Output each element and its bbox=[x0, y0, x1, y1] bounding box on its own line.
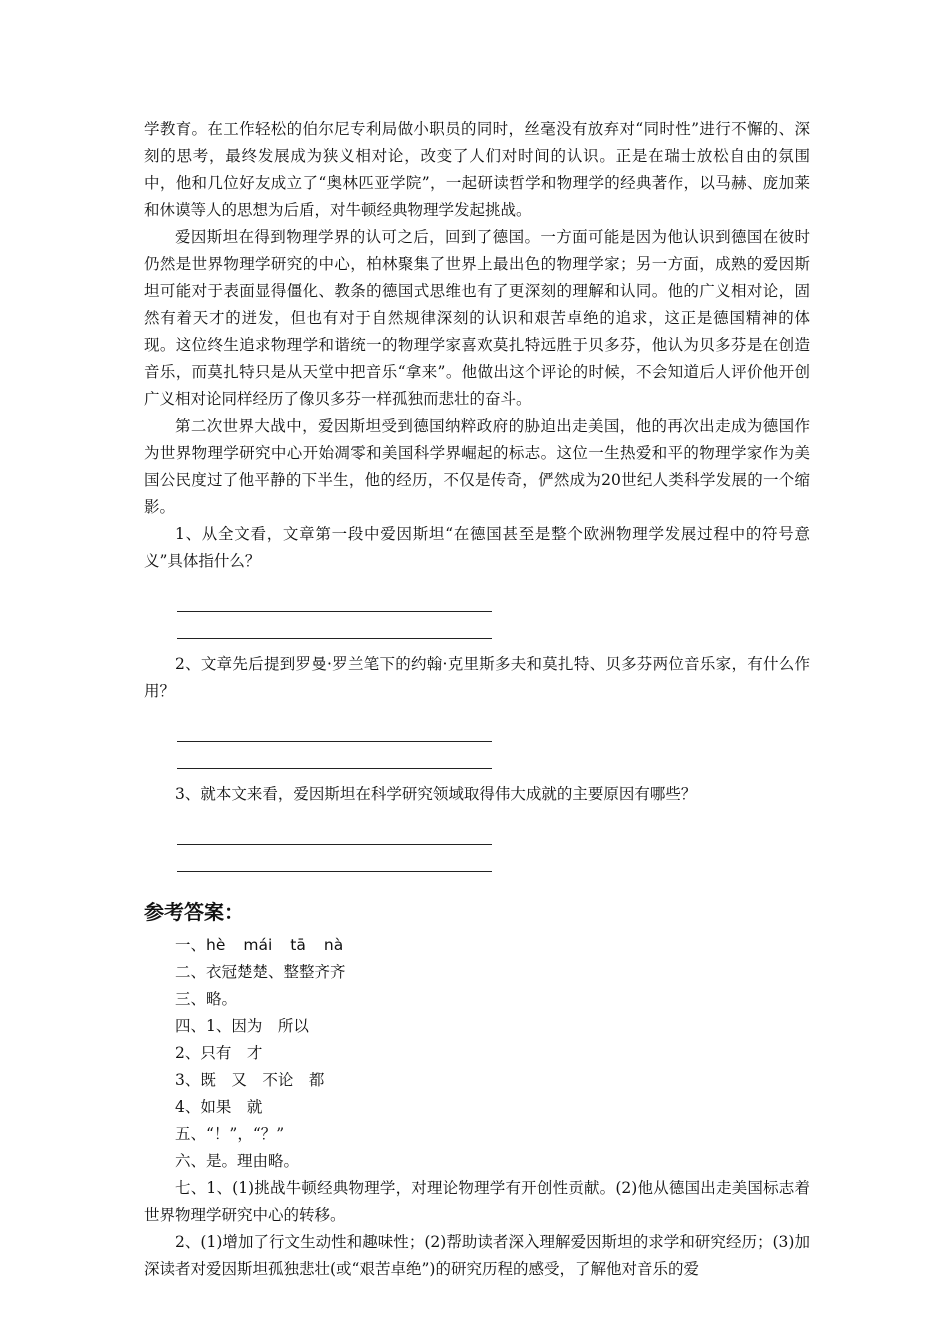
answer-one bbox=[144, 932, 810, 959]
answer-item: 二、衣冠楚楚、整整齐齐 bbox=[175, 963, 346, 981]
answer-one-prefix: 一、 bbox=[175, 936, 207, 954]
answer-line[interactable] bbox=[177, 715, 492, 742]
answer-item: 六、是。理由略。 bbox=[175, 1152, 300, 1170]
answer-item: 2、只有 才 bbox=[175, 1044, 263, 1062]
answer-item: 3、既 又 不论 都 bbox=[175, 1071, 325, 1089]
answers-heading: 参考答案： bbox=[144, 900, 244, 924]
answer-lines-3 bbox=[177, 818, 810, 872]
answer-line[interactable] bbox=[177, 742, 492, 769]
pinyin-3: tā bbox=[290, 936, 306, 954]
answer-lines-2 bbox=[177, 715, 810, 769]
passage-paragraph-2: 爱因斯坦在得到物理学界的认可之后，回到了德国。一方面可能是因为他认识到德国在彼时仍然是世界物理学研究的中心，柏林聚集了世界上最出色的物理学家；另一方面，成熟的爱因斯坦可能对于表面显得僵化、教条的德国式思维也有了更深刻的理解和认同。他的广义相对论，固然有着天才的迸发，但也有对于自然规律深刻的认识和艰苦卓绝的追求，这正是德国精神的体现。这位终生追求物理学和谐统一的物理学家喜欢莫扎特远胜于贝多芬，他认为贝多芬是在创造音乐，而莫扎特只是从天堂中把音乐“拿来”。他做出这个评论的时候，不会知道后人评价他开创广义相对论同样经历了像贝多芬一样孤独而悲壮的奋斗。 bbox=[144, 228, 810, 408]
answer-line[interactable] bbox=[177, 585, 492, 612]
pinyin-1: hè bbox=[206, 936, 226, 954]
answer-line[interactable] bbox=[177, 845, 492, 872]
answer-item: 4、如果 就 bbox=[175, 1098, 263, 1116]
answer-line[interactable] bbox=[177, 818, 492, 845]
question-2: 2、文章先后提到罗曼·罗兰笔下的约翰·克里斯多夫和莫扎特、贝多芬两位音乐家，有什么作用？ bbox=[144, 655, 810, 700]
passage-paragraph-3: 第二次世界大战中，爱因斯坦受到德国纳粹政府的胁迫出走美国，他的再次出走成为德国作为世界物理学研究中心开始凋零和美国科学界崛起的标志。这位一生热爱和平的物理学家作为美国公民度过了他平静的下半生，他的经历，不仅是传奇，俨然成为20世纪人类科学发展的一个缩影。 bbox=[144, 417, 810, 516]
question-3: 3、就本文来看，爱因斯坦在科学研究领域取得伟大成就的主要原因有哪些？ bbox=[175, 785, 697, 803]
answer-item: 三、略。 bbox=[175, 990, 238, 1008]
pinyin-2: mái bbox=[243, 936, 273, 954]
pinyin-4: nà bbox=[323, 936, 344, 954]
passage-paragraph-1: 学教育。在工作轻松的伯尔尼专利局做小职员的同时，丝毫没有放弃对“同时性”进行不懈的、深刻的思考，最终发展成为狭义相对论，改变了人们对时间的认识。正是在瑞士放松自由的氛围中，他和几位好友成立了“奥林匹亚学院”，一起研读哲学和物理学的经典著作，以马赫、庞加莱和休谟等人的思想为后盾，对牛顿经典物理学发起挑战。 bbox=[144, 120, 810, 219]
document-content bbox=[144, 116, 810, 1283]
answer-lines-1 bbox=[177, 585, 810, 639]
answer-line[interactable] bbox=[177, 612, 492, 639]
answer-item: 五、“！”，“？” bbox=[175, 1125, 285, 1143]
question-1: 1、从全文看，文章第一段中爱因斯坦“在德国甚至是整个欧洲物理学发展过程中的符号意义”具体指什么？ bbox=[144, 525, 810, 570]
answer-seven-2: 2、(1)增加了行文生动性和趣味性；(2)帮助读者深入理解爱因斯坦的求学和研究经历；(3)加深读者对爱因斯坦孤独悲壮(或“艰苦卓绝”)的研究历程的感受，了解他对音乐的爱 bbox=[144, 1233, 810, 1278]
answer-item: 四、1、因为 所以 bbox=[175, 1017, 309, 1035]
answer-seven-1: 七、1、(1)挑战牛顿经典物理学，对理论物理学有开创性贡献。(2)他从德国出走美国标志着世界物理学研究中心的转移。 bbox=[144, 1179, 810, 1224]
